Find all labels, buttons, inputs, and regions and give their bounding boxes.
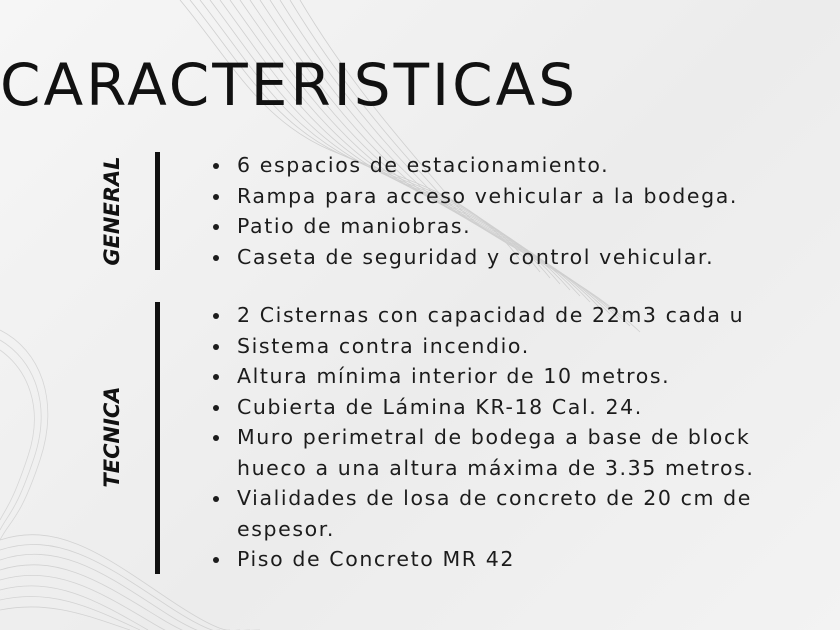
list-item-text: Patio de maniobras. <box>237 214 472 238</box>
bullet-icon <box>213 344 219 350</box>
section-divider-tecnica <box>155 302 160 574</box>
list-item <box>210 211 840 242</box>
bullet-icon <box>213 405 219 411</box>
bullet-icon <box>213 224 219 230</box>
bullet-icon <box>213 374 219 380</box>
list-item-text: Muro perimetral de bodega a base de block <box>237 425 751 449</box>
list-item-text: Vialidades de losa de concreto de 20 cm de <box>237 486 752 510</box>
page-title: CARACTERISTICAS <box>0 51 579 119</box>
list-item-text: Caseta de seguridad y control vehicular. <box>237 244 715 269</box>
list-item <box>210 242 840 273</box>
list-item <box>210 361 840 392</box>
bullet-icon <box>213 313 219 319</box>
list-item-text-continued: espesor. <box>237 516 336 541</box>
bullet-icon <box>213 435 219 441</box>
list-item <box>210 422 840 483</box>
list-item <box>210 544 840 575</box>
list-item-text-continued: hueco a una altura máxima de 3.35 metros. <box>237 455 755 480</box>
list-item-text: Rampa para acceso vehicular a la bodega. <box>237 183 738 208</box>
general-features-list <box>210 150 840 272</box>
list-item <box>210 150 840 181</box>
list-item-text: 2 Cisternas con capacidad de 22m3 cada u <box>237 303 745 327</box>
list-item-text: Cubierta de Lámina KR-18 Cal. 24. <box>237 394 643 419</box>
tecnica-features-list <box>210 300 840 575</box>
bullet-icon <box>213 163 219 169</box>
section-label-general: GENERAL <box>100 156 124 266</box>
bullet-icon <box>213 557 219 563</box>
section-label-tecnica: TECNICA <box>100 386 124 488</box>
list-item <box>210 300 840 331</box>
list-item-text: Altura mínima interior de 10 metros. <box>237 364 671 388</box>
list-item <box>210 483 840 544</box>
bullet-icon <box>213 255 219 261</box>
list-item <box>210 392 840 423</box>
section-divider-general <box>155 152 160 270</box>
list-item-text: 6 espacios de estacionamiento. <box>237 153 610 177</box>
list-item <box>210 331 840 362</box>
bullet-icon <box>213 194 219 200</box>
bullet-icon <box>213 496 219 502</box>
list-item-text: Sistema contra incendio. <box>237 333 530 358</box>
list-item-text: Piso de Concreto MR 42 <box>237 547 516 571</box>
list-item <box>210 181 840 212</box>
